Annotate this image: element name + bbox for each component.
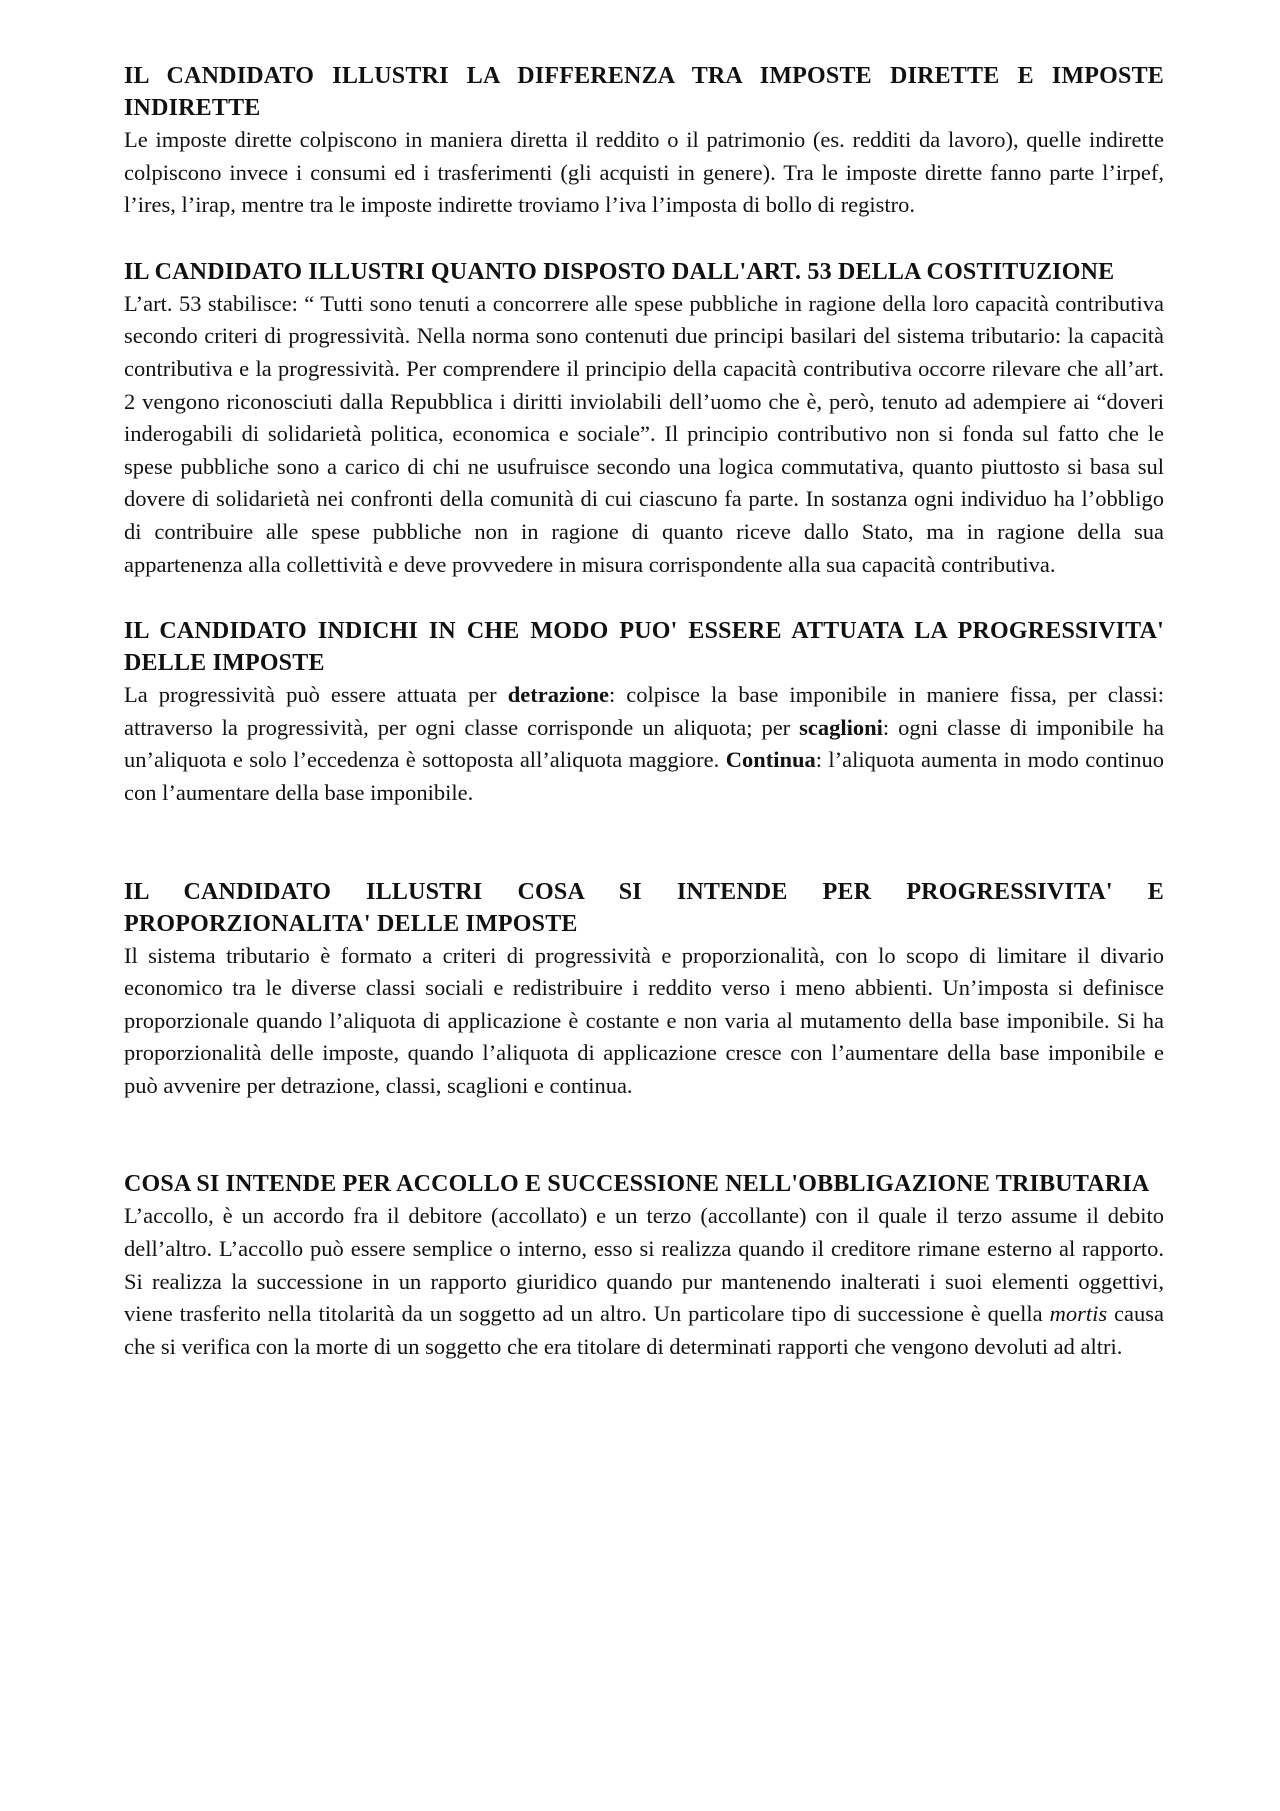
section-body — [124, 679, 1164, 809]
body-text-run: causa che si verifica con la morte di un soggetto che era titolare di determinati rapporti che vengono devoluti ad altri. — [124, 1301, 1165, 1359]
section-heading: IL CANDIDATO INDICHI IN CHE MODO PUO' ESSERE ATTUATA LA PROGRESSIVITA' DELLE IMPOSTE — [124, 618, 1164, 677]
term-scaglioni: scaglioni — [799, 714, 883, 740]
body-text-run: L’accollo, è un accordo fra il debitore (accollato) e un terzo (accollante) con il quale il terzo assume il debito dell’altro. L’accollo può essere semplice o interno, esso si realizza quando il creditore rimane esterno al rapporto. Si realizza la successione in un rapporto giuridico quando pur mantenendo inalterati i suoi elementi oggettivi, viene trasferito nella titolarità da un soggetto ad un altro. Un particolare tipo di successione è quella — [124, 1203, 1164, 1327]
section-art-53 — [124, 256, 1164, 581]
section-body: Le imposte dirette colpiscono in maniera diretta il reddito o il patrimonio (es. redditi da lavoro), quelle indirette colpiscono invece i consumi ed i trasferimenti (gli acquisti in genere). Tra le imposte dirette fanno parte l’irpef, l’ires, l’irap, mentre tra le imposte indirette troviamo l’iva l’imposta di bollo di registro. — [124, 127, 1164, 218]
term-mortis: mortis — [1049, 1301, 1108, 1327]
section-body — [124, 1200, 1164, 1363]
section-heading: IL CANDIDATO ILLUSTRI QUANTO DISPOSTO DALL'ART. 53 DELLA COSTITUZIONE — [124, 258, 1115, 285]
body-text-run: : colpisce la base imponibile in maniere fissa, per classi: attraverso la progressività, per ogni classe corrisponde un aliquota; per — [124, 682, 1164, 740]
section-heading: COSA SI INTENDE PER ACCOLLO E SUCCESSIONE NELL'OBBLIGAZIONE TRIBUTARIA — [124, 1171, 1150, 1198]
section-body: Il sistema tributario è formato a criteri di progressività e proporzionalità, con lo scopo di limitare il divario economico tra le diverse classi sociali e redistribuire i reddito verso i meno abbienti. Un’imposta si definisce proporzionale quando l’aliquota di applicazione è costante e non varia al mutamento della base imponibile. Si ha proporzionalità delle imposte, quando l’aliquota di applicazione cresce con l’aumentare della base imponibile e può avvenire per detrazione, classi, scaglioni e continua. — [124, 942, 1164, 1098]
term-detrazione: detrazione — [507, 682, 609, 708]
document-page — [124, 60, 1164, 1397]
body-text-run: : ogni classe di imponibile ha un’aliquota e solo l’eccedenza è sottoposta all’aliquota maggiore. — [124, 714, 1164, 773]
term-continua: Continua — [725, 747, 816, 773]
section-progressivita-proporzionalita — [124, 876, 1164, 1103]
section-heading: IL CANDIDATO ILLUSTRI LA DIFFERENZA TRA IMPOSTE DIRETTE E IMPOSTE INDIRETTE — [124, 63, 1164, 121]
body-text-run: La progressività può essere attuata per — [124, 682, 508, 708]
section-body: L’art. 53 stabilisce: “ Tutti sono tenuti a concorrere alle spese pubbliche in ragione della loro capacità contributiva secondo criteri di progressività. Nella norma sono contenuti due principi basilari del sistema tributario: la capacità contributiva e la progressività. Per comprendere il principio della capacità contributiva occorre rilevare che all’art. 2 vengono riconosciuti dalla Repubblica i diritti inviolabili dell’uomo che è, però, tenuto ad adempiere ai “doveri inderogabili di solidarietà politica, economica e sociale”. Il principio contributivo non si fonda sul fatto che le spese pubbliche sono a carico di chi ne usufruisce secondo una logica commutativa, quanto piuttosto si basa sul dovere di solidarietà nei confronti della comunità di cui ciascuno fa parte. In sostanza ogni individuo ha l’obbligo di contribuire alle spese pubbliche non in ragione di quanto riceve dallo Stato, ma in ragione della sua appartenenza alla collettività e deve provvedere in misura corrispondente alla sua capacità contributiva. — [124, 290, 1164, 577]
section-imposte-dirette-indirette — [124, 60, 1164, 222]
body-text-run: : l’aliquota aumenta in modo continuo con l’aumentare della base imponibile. — [124, 747, 1164, 805]
section-progressivita-attuazione — [124, 615, 1164, 809]
section-heading: IL CANDIDATO ILLUSTRI COSA SI INTENDE PER PROGRESSIVITA' E PROPORZIONALITA' DELLE IMPOSTE — [124, 878, 1164, 937]
section-accollo-successione — [124, 1168, 1164, 1363]
